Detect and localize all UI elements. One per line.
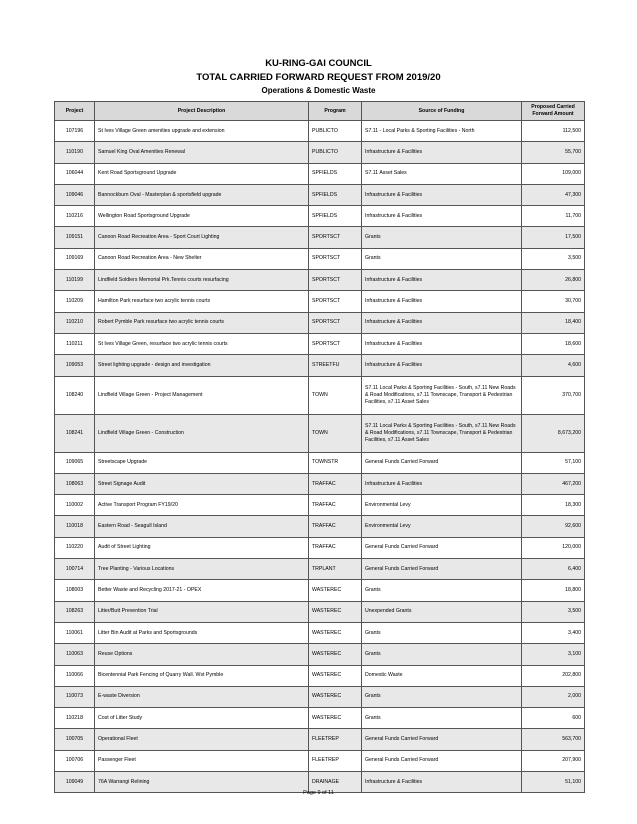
description-cell: Audit of Street Lighting [95,537,309,558]
col-header-amount: Proposed Carried Forward Amount [522,102,585,121]
amount-cell: 51,100 [522,772,585,793]
page-number: Page 9 of 11 [303,790,334,796]
program-cell: WASTEREC [309,601,362,622]
funding-cell: Grants [362,686,522,707]
description-cell: Robert Pymble Park resurface two acrylic tennis courts [95,312,309,333]
table-row [55,559,585,580]
funding-cell: Environmental Levy [362,495,522,516]
project-id-cell: 109065 [55,452,95,473]
table-row [55,312,585,333]
project-id-cell: 109169 [55,248,95,269]
description-cell: Samuel King Oval Amenities Renewal [95,142,309,163]
funding-cell: Infrastructure & Facilities [362,206,522,227]
table-row [55,601,585,622]
report-title: TOTAL CARRIED FORWARD REQUEST FROM 2019/20 [196,72,441,83]
table-row [55,333,585,354]
program-cell: FLEETREP [309,729,362,750]
program-cell: STREETFU [309,355,362,376]
description-cell: Better Waste and Recycling 2017-21 - OPEX [95,580,309,601]
amount-cell: 92,600 [522,516,585,537]
project-id-cell: 107196 [55,121,95,142]
project-id-cell: 108003 [55,580,95,601]
table-row [55,686,585,707]
description-cell: Eastern Road - Seagull Island [95,516,309,537]
table-row [55,537,585,558]
amount-cell: 18,300 [522,495,585,516]
description-cell: Litter/Butt Prevention Trial [95,601,309,622]
amount-cell: 2,000 [522,686,585,707]
program-cell: SPORTSCT [309,248,362,269]
project-id-cell: 110018 [55,516,95,537]
program-cell: SPORTSCT [309,291,362,312]
table-row [55,227,585,248]
table-row [55,708,585,729]
program-cell: PUBLICTO [309,121,362,142]
table-row [55,729,585,750]
table-row [55,750,585,771]
amount-cell: 55,700 [522,142,585,163]
description-cell: Tree Planting - Various Locations [95,559,309,580]
description-cell: St Ives Village Green amenities upgrade and extension [95,121,309,142]
project-id-cell: 110211 [55,333,95,354]
program-cell: TRAFFAC [309,495,362,516]
funding-cell: Grants [362,248,522,269]
program-cell: PUBLICTO [309,142,362,163]
project-id-cell: 100706 [55,750,95,771]
table-row [55,414,585,452]
funding-cell: General Funds Carried Forward [362,729,522,750]
amount-cell: 26,800 [522,270,585,291]
project-id-cell: 106044 [55,163,95,184]
project-id-cell: 110210 [55,312,95,333]
council-name: KU-RING-GAI COUNCIL [265,58,372,69]
project-id-cell: 110220 [55,537,95,558]
amount-cell: 563,700 [522,729,585,750]
description-cell: 76A Warrangi Relining [95,772,309,793]
funding-cell: General Funds Carried Forward [362,750,522,771]
project-id-cell: 100705 [55,729,95,750]
description-cell: Lindfield Village Green - Project Management [95,376,309,414]
funding-cell: General Funds Carried Forward [362,559,522,580]
program-cell: TRAFFAC [309,537,362,558]
amount-cell: 30,700 [522,291,585,312]
amount-cell: 57,100 [522,452,585,473]
description-cell: St Ives Village Green, resurface two acrylic tennis courts [95,333,309,354]
project-id-cell: 110063 [55,644,95,665]
funding-cell: Infrastructure & Facilities [362,333,522,354]
amount-cell: 47,300 [522,184,585,205]
program-cell: TOWNSTR [309,452,362,473]
table-row [55,163,585,184]
table-row [55,665,585,686]
table-row [55,622,585,643]
table-header-row [55,102,585,121]
col-header-description: Project Description [95,102,309,121]
funding-cell: Domestic Waste [362,665,522,686]
description-cell: Lindfield Village Green - Construction [95,414,309,452]
description-cell: Streetscape Upgrade [95,452,309,473]
project-id-cell: 110073 [55,686,95,707]
program-cell: DRAINAGE [309,772,362,793]
project-id-cell: 108240 [55,376,95,414]
table-row [55,248,585,269]
funding-cell: Infrastructure & Facilities [362,142,522,163]
description-cell: Hamilton Park resurface two acrylic tennis courts [95,291,309,312]
table-row [55,473,585,494]
table-row [55,644,585,665]
program-cell: TRAFFAC [309,516,362,537]
funding-cell: Infrastructure & Facilities [362,772,522,793]
funding-cell: Grants [362,622,522,643]
project-id-cell: 110216 [55,206,95,227]
funding-cell: Infrastructure & Facilities [362,312,522,333]
table-row [55,121,585,142]
project-id-cell: 109046 [55,184,95,205]
funding-cell: Grants [362,708,522,729]
program-cell: WASTEREC [309,580,362,601]
table-row [55,376,585,414]
table-row [55,355,585,376]
funding-cell: Grants [362,227,522,248]
funding-cell: General Funds Carried Forward [362,537,522,558]
project-id-cell: 109053 [55,355,95,376]
description-cell: Operational Fleet [95,729,309,750]
table-row [55,516,585,537]
amount-cell: 4,600 [522,355,585,376]
program-cell: SPORTSCT [309,312,362,333]
description-cell: Wellington Road Sportsground Upgrade [95,206,309,227]
amount-cell: 6,400 [522,559,585,580]
table-row [55,495,585,516]
program-cell: TOWN [309,376,362,414]
description-cell: Litter Bin Audit at Parks and Sportsgrounds [95,622,309,643]
table-row [55,291,585,312]
project-id-cell: 100714 [55,559,95,580]
amount-cell: 3,500 [522,248,585,269]
program-cell: FLEETREP [309,750,362,771]
program-cell: SPFIELDS [309,163,362,184]
description-cell: Cost of Litter Study [95,708,309,729]
amount-cell: 17,500 [522,227,585,248]
amount-cell: 600 [522,708,585,729]
col-header-project: Project [55,102,95,121]
description-cell: Kent Road Sportsground Upgrade [95,163,309,184]
description-cell: Reuse Options [95,644,309,665]
amount-cell: 18,600 [522,333,585,354]
program-cell: WASTEREC [309,622,362,643]
description-cell: Bicentennial Park Fencing of Quarry Wall. Wst Pymble [95,665,309,686]
funding-cell: S7.11 Local Parks & Sporting Facilities - South, s7.11 New Roads & Road Modifications, s7.11 Townscape, Transport & Pedestrian Facilities, s7.11 Asset Sales [362,414,522,452]
project-id-cell: 110190 [55,142,95,163]
table-row [55,142,585,163]
funding-cell: Unexpended Grants [362,601,522,622]
amount-cell: 3,500 [522,601,585,622]
description-cell: Canoon Road Recreation Area - Sport Court Lighting [95,227,309,248]
program-cell: TRAFFAC [309,473,362,494]
table-row [55,270,585,291]
description-cell: Lindfield Soldiers Memorial Prk.Tennis courts resurfacing [95,270,309,291]
amount-cell: 120,000 [522,537,585,558]
amount-cell: 3,400 [522,622,585,643]
description-cell: E-waste Diversion [95,686,309,707]
program-cell: WASTEREC [309,708,362,729]
description-cell: Street lighting upgrade - design and investigation [95,355,309,376]
program-cell: SPORTSCT [309,227,362,248]
funding-cell: S7.11 Asset Sales [362,163,522,184]
amount-cell: 370,700 [522,376,585,414]
project-id-cell: 110218 [55,708,95,729]
funding-cell: S7.11 - Local Parks & Sporting Facilities - North [362,121,522,142]
funding-cell: Grants [362,580,522,601]
program-cell: SPFIELDS [309,206,362,227]
funding-cell: Infrastructure & Facilities [362,291,522,312]
description-cell: Canoon Road Recreation Area - New Shelter [95,248,309,269]
project-id-cell: 110199 [55,270,95,291]
table-row [55,580,585,601]
program-cell: WASTEREC [309,686,362,707]
amount-cell: 11,700 [522,206,585,227]
description-cell: Active Transport Program FY19/20 [95,495,309,516]
description-cell: Passenger Fleet [95,750,309,771]
funding-cell: Grants [362,644,522,665]
col-header-program: Program [309,102,362,121]
funding-cell: Infrastructure & Facilities [362,184,522,205]
amount-cell: 109,000 [522,163,585,184]
funding-cell: General Funds Carried Forward [362,452,522,473]
table-row [55,452,585,473]
project-id-cell: 110066 [55,665,95,686]
program-cell: WASTEREC [309,644,362,665]
funding-cell: Environmental Levy [362,516,522,537]
project-id-cell: 110061 [55,622,95,643]
funding-cell: Infrastructure & Facilities [362,473,522,494]
amount-cell: 18,400 [522,312,585,333]
amount-cell: 3,100 [522,644,585,665]
project-id-cell: 108263 [55,601,95,622]
project-id-cell: 109151 [55,227,95,248]
funding-cell: S7.11 Local Parks & Sporting Facilities - South, s7.11 New Roads & Road Modifications, s7.11 Townscape, Transport & Pedestrian Facilities, s7.11 Asset Sales [362,376,522,414]
description-cell: Bannockburn Oval - Masterplan & sportsfield upgrade [95,184,309,205]
project-id-cell: 110209 [55,291,95,312]
table-row [55,184,585,205]
program-cell: TOWN [309,414,362,452]
amount-cell: 202,800 [522,665,585,686]
amount-cell: 207,900 [522,750,585,771]
amount-cell: 18,800 [522,580,585,601]
project-id-cell: 108241 [55,414,95,452]
project-id-cell: 109049 [55,772,95,793]
program-cell: SPORTSCT [309,333,362,354]
table-body [55,121,585,793]
program-cell: SPFIELDS [309,184,362,205]
amount-cell: 467,200 [522,473,585,494]
funding-cell: Infrastructure & Facilities [362,355,522,376]
program-cell: SPORTSCT [309,270,362,291]
amount-cell: 112,500 [522,121,585,142]
project-id-cell: 110002 [55,495,95,516]
program-cell: TRPLANT [309,559,362,580]
program-cell: WASTEREC [309,665,362,686]
amount-cell: 8,673,200 [522,414,585,452]
table-row [55,206,585,227]
report-subtitle: Operations & Domestic Waste [261,86,376,95]
funding-cell: Infrastructure & Facilities [362,270,522,291]
project-id-cell: 108063 [55,473,95,494]
description-cell: Street Signage Audit [95,473,309,494]
col-header-funding: Source of Funding [362,102,522,121]
carried-forward-table [54,101,585,793]
